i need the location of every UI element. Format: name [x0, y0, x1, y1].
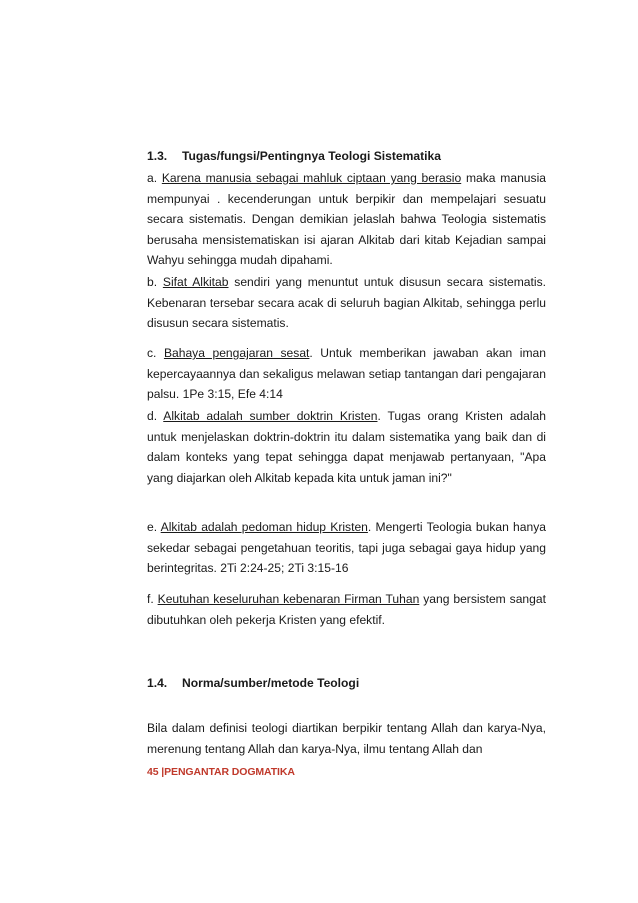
item-text: sendiri yang menuntut untuk disusun secara sistematis. Kebenaran tersebar secara acak di seluruh bagian Alkitab, sehingga perlu disusun secara sistematis.	[147, 275, 546, 331]
page-footer: 45 |PENGANTAR DOGMATIKA	[147, 766, 295, 778]
item-prefix: a.	[147, 171, 162, 185]
item-underlined-phrase: Alkitab adalah sumber doktrin Kristen	[163, 409, 378, 423]
item-underlined-phrase: Keutuhan keseluruhan kebenaran Firman Tuhan	[157, 592, 420, 606]
item-text: . Tugas orang Kristen adalah untuk menjelaskan doktrin-doktrin itu dalam sistematika yang baik dan di dalam konteks yang tepat sehingga dapat menjawab pertanyaan, "Apa yang diajarkan oleh Alkitab kepada kita untuk jaman ini?"	[147, 409, 547, 485]
body-paragraph: Bila dalam definisi teologi diartikan berpikir tentang Allah dan karya-Nya, merenung tentang Allah dan karya-Nya, ilmu tentang Allah dan	[147, 721, 546, 756]
list-item-b	[147, 272, 546, 334]
section-heading-1-3	[147, 146, 441, 167]
list-item-f	[147, 589, 546, 630]
item-prefix: e.	[147, 520, 161, 534]
item-underlined-phrase: Alkitab adalah pedoman hidup Kristen	[160, 520, 368, 534]
section-number: 1.4.	[147, 676, 168, 690]
item-text: . Mengerti Teologia bukan hanya sekedar sebagai pengetahuan teoritis, tapi juga sebagai gaya hidup yang berintegritas. 2Ti 2:24-25; 2Ti 3:15-16	[147, 520, 547, 576]
section-heading-1-4	[147, 673, 359, 694]
list-item-e	[147, 517, 546, 579]
item-prefix: c.	[147, 346, 164, 360]
item-text: . Untuk memberikan jawaban akan iman kepercayaannya dan sekaligus melawan setiap tantangan dari pengajaran palsu. 1Pe 3:15, Efe 4:14	[147, 346, 546, 402]
item-underlined-phrase: Bahaya pengajaran sesat	[163, 346, 310, 360]
section-number: 1.3.	[147, 149, 168, 163]
item-underlined-phrase: Sifat Alkitab	[162, 275, 229, 289]
item-prefix: b.	[147, 275, 163, 289]
list-item-d	[147, 406, 546, 488]
section-title: Tugas/fungsi/Pentingnya Teologi Sistematika	[182, 149, 441, 163]
item-prefix: f.	[147, 592, 158, 606]
section-title: Norma/sumber/metode Teologi	[182, 676, 360, 690]
item-text: yang bersistem sangat dibutuhkan oleh pekerja Kristen yang efektif.	[147, 592, 546, 627]
item-prefix: d.	[147, 409, 164, 423]
list-item-a	[147, 168, 546, 271]
item-underlined-phrase: Karena manusia sebagai mahluk ciptaan yang berasio	[161, 171, 462, 185]
item-text: maka manusia mempunyai . kecenderungan untuk berpikir dan mempelajari sesuatu secara sistematis. Dengan demikian jelaslah bahwa Teologia sistematis berusaha mensistematiskan isi ajaran Alkitab dari kitab Kejadian sampai Wahyu sehingga mudah dipahami.	[147, 171, 546, 268]
list-item-c	[147, 343, 546, 405]
